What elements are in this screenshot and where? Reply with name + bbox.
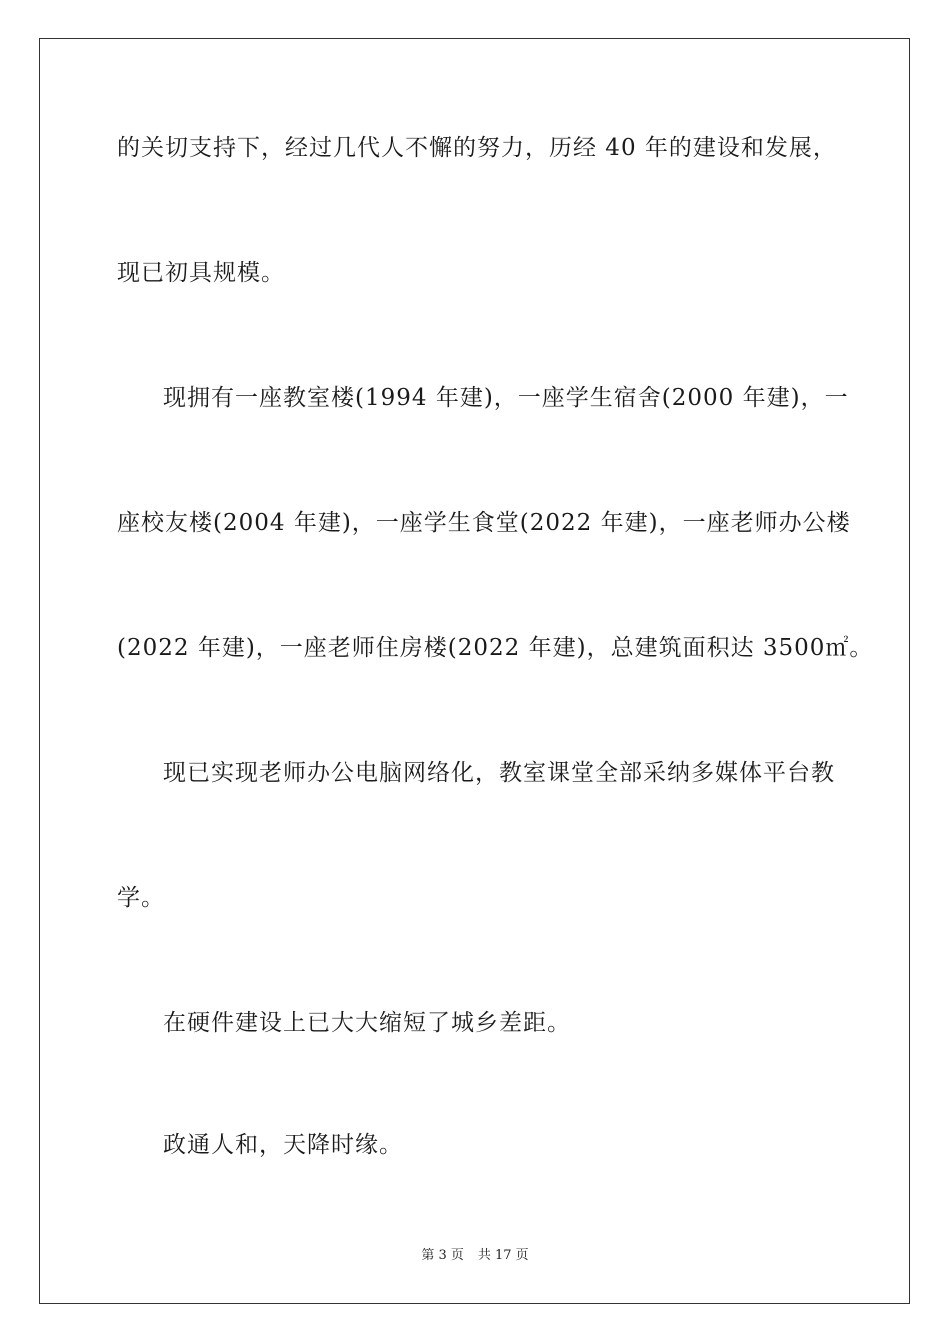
text-line-3: 现拥有一座教室楼(1994 年建)，一座学生宿舍(2000 年建)，一 [163,385,849,411]
text-line-7: 学。 [117,885,165,911]
text-line-6: 现已实现老师办公电脑网络化，教室课堂全部采纳多媒体平台教 [163,760,835,786]
text-line-8: 在硬件建设上已大大缩短了城乡差距。 [163,1010,571,1036]
page-number: 第 3 页 [421,1248,464,1263]
text-line-2: 现已初具规模。 [117,260,285,286]
text-line-4: 座校友楼(2004 年建)，一座学生食堂(2022 年建)，一座老师办公楼 [117,510,851,536]
text-line-5: (2022 年建)，一座老师住房楼(2022 年建)，总建筑面积达 3500㎡。 [117,635,874,661]
total-pages: 共 17 页 [477,1248,529,1263]
text-line-1: 的关切支持下，经过几代人不懈的努力，历经 40 年的建设和发展， [117,135,837,161]
page-border [39,38,910,1304]
page-footer [0,1248,950,1264]
text-line-9: 政通人和，天降时缘。 [163,1132,403,1158]
